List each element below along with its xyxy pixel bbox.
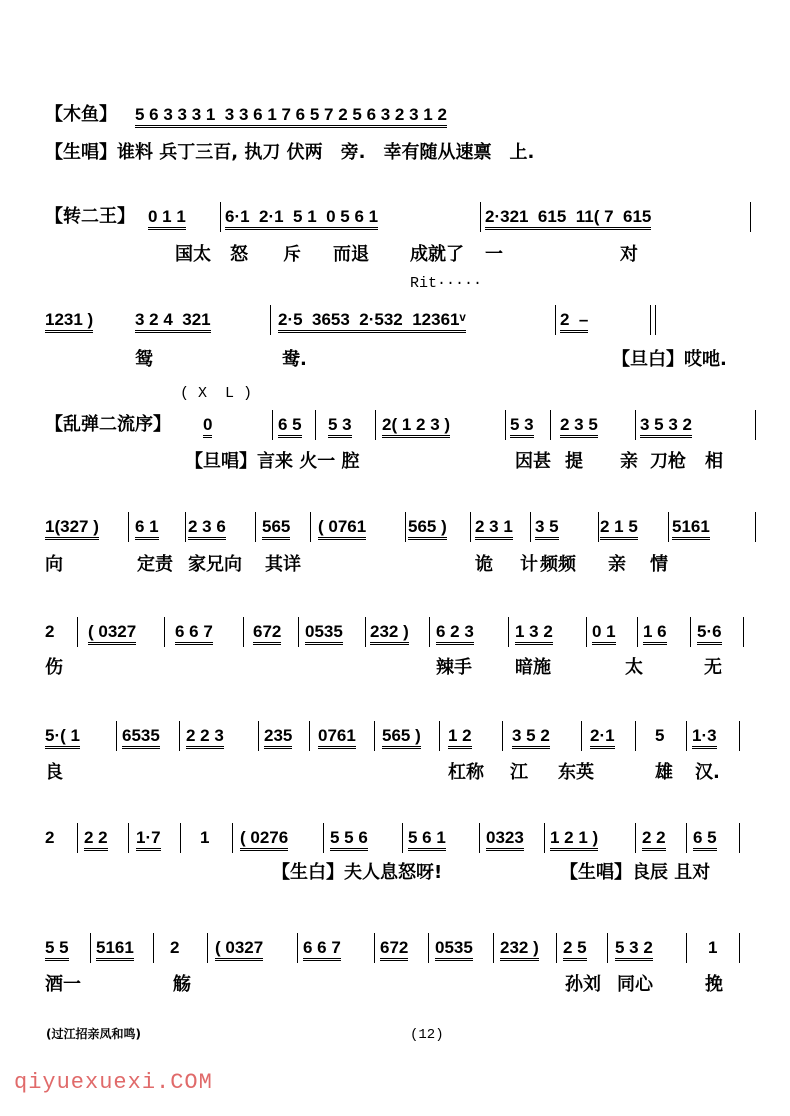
lyric-text: 家兄向 [188,554,242,575]
bar-line [637,617,638,647]
note-group: 1 6 [643,623,667,645]
bar-line [402,823,403,853]
note-group: 5·6 [697,623,722,645]
bar-line [439,721,440,751]
note-group: 1 2 [448,727,472,749]
note-group: 6 5 [693,829,717,851]
lyric-text: 雄 [655,762,673,783]
lyric-text: 国太 [175,244,211,265]
note-group: ( 0761 [318,518,366,540]
bar-line [555,305,556,335]
note-group: 235 [264,727,292,749]
bar-line [635,823,636,853]
note-group: 5161 [672,518,710,540]
note-group: 3 5 [535,518,559,540]
lyric-text: 怒 [230,244,248,265]
note-group: 2 [170,938,180,957]
bar-line [180,823,181,853]
section-label: 【乱弹二流序】 [45,414,171,435]
note-group: 0535 [305,623,343,645]
lyric-text: 江 [510,762,528,783]
bar-line [750,202,751,232]
lyric-text: 挽 [705,974,723,995]
note-group: 2 3 1 [475,518,513,540]
bar-line [164,617,165,647]
note-group: ( 0327 [215,939,263,961]
bar-line [743,617,744,647]
bar-line [635,721,636,751]
bar-line [470,512,471,542]
note-group: 0 1 1 [148,208,186,230]
bar-line [90,933,91,963]
lyric-text: 向 [45,554,63,575]
lyric-text: 计 [520,554,538,575]
song-title-footer: (过江招亲凤和鸣) [46,1027,141,1041]
bar-line [739,823,740,853]
note-group: 2·321 615 11( 7 615 [485,208,651,230]
note-group: 2 3 6 [188,518,226,540]
bar-line [635,410,636,440]
lyric-text: 暗施 [515,657,551,678]
note-group: 0 1 [592,623,616,645]
note-group: 2 2 3 [186,727,224,749]
note-group: 2 2 [642,829,666,851]
note-group: 2·5 3653 2·532 12361ᵛ [278,311,466,333]
bar-line [309,721,310,751]
note-group: 6·1 2·1 5 1 0 5 6 1 [225,208,378,230]
bar-line [686,721,687,751]
bar-line [128,823,129,853]
bar-line [374,721,375,751]
bar-line [755,410,756,440]
bar-line [323,823,324,853]
bar-line [479,823,480,853]
note-group: 5 5 [45,939,69,961]
lyric-text: 汉. [695,762,720,783]
bar-line [116,721,117,751]
note-group: 1231 ) [45,311,93,333]
bar-line [505,410,506,440]
lyric-text: 其详 [265,554,301,575]
lyric-text: 【生唱】谁料 兵丁三百, 执刀 伏两 旁. 幸有随从速禀 上. [45,142,535,163]
bar-line [581,721,582,751]
bar-line [686,823,687,853]
note-group: 232 ) [370,623,409,645]
bar-line [405,512,406,542]
bar-line [297,933,298,963]
lyric-text: 无 [704,657,722,678]
bar-line [530,512,531,542]
lyric-text: 频频 [540,554,576,575]
note-group: 6 6 7 [175,623,213,645]
bar-line [232,823,233,853]
tempo-mark: Rit····· [410,275,483,292]
bar-line [755,512,756,542]
lyric-text: 成就了 [410,244,464,265]
lyric-text: 相 [705,451,723,472]
bar-line [258,721,259,751]
note-group: 6 2 3 [436,623,474,645]
note-group: 0761 [318,727,356,749]
bar-line [686,933,687,963]
note-group: 2 3 5 [560,416,598,438]
note-group: ( 0276 [240,829,288,851]
note-group: 5 6 1 [408,829,446,851]
note-group: 1·3 [692,727,717,749]
lyric-text: 孙刘 [565,974,601,995]
lyric-text: 提 [565,451,583,472]
lyric-text: 杠称 [448,762,484,783]
note-group: 672 [253,623,281,645]
lyric-text: 鸳 [135,349,153,370]
lyric-text: 【旦白】哎吔. [612,349,727,370]
note-group: 2 1 5 [600,518,638,540]
bar-line [298,617,299,647]
note-group: 5 3 2 [615,939,653,961]
bar-line [272,410,273,440]
note-group: 5·( 1 [45,727,80,749]
bar-line [598,512,599,542]
note-group: 1 [708,938,718,957]
note-group: ( 0327 [88,623,136,645]
note-group: 3 2 4 321 [135,311,211,333]
lyric-text: 亲 [620,451,638,472]
lyric-text: 酒一 [45,974,81,995]
note-group: 1 3 2 [515,623,553,645]
lyric-text: 良 [45,762,63,783]
note-group: 1(327 ) [45,518,99,540]
note-group: 565 [262,518,290,540]
bar-line [153,933,154,963]
watermark: qiyuexuexi.COM [14,1070,213,1095]
bar-line [128,512,129,542]
bar-line [429,617,430,647]
bar-line [310,512,311,542]
page-number: (12) [410,1027,444,1043]
bar-line [493,933,494,963]
lyric-text: 情 [650,554,668,575]
bar-line [375,410,376,440]
bar-line [315,410,316,440]
bar-line [243,617,244,647]
bar-line [179,721,180,751]
note-group: 5 5 6 [330,829,368,851]
bar-line [207,933,208,963]
bar-line [365,617,366,647]
bar-line [668,512,669,542]
bar-line [270,305,271,335]
bar-line [550,410,551,440]
lyric-text: 定责 [137,554,173,575]
tempo-mark: ( X L ) [180,385,253,402]
note-group: 5 3 [328,416,352,438]
note-group: 0 [203,416,212,438]
note-group: 565 ) [382,727,421,749]
note-group: 6535 [122,727,160,749]
note-group: 2 [45,828,55,847]
lyric-text: 【旦唱】言来 火一 腔 [185,451,360,472]
bar-line [739,933,740,963]
lyric-text: 而退 [333,244,369,265]
note-group: 2 [45,622,55,641]
note-group: 5161 [96,939,134,961]
double-bar-line [650,305,656,335]
bar-line [502,721,503,751]
note-group: 2 – [560,311,588,333]
section-label: 【木鱼】 [45,104,117,125]
lyric-text: 【生白】夫人息怒呀! [272,862,443,883]
bar-line [739,721,740,751]
lyric-text: 同心 [617,974,653,995]
note-group: 1·7 [136,829,161,851]
lyric-text: 鸯. [282,349,307,370]
note-group: 2·1 [590,727,615,749]
note-group: 2 2 [84,829,108,851]
note-group: 5 3 [510,416,534,438]
note-group: 3 5 3 2 [640,416,692,438]
note-group: 6 1 [135,518,159,540]
note-group: 0323 [486,829,524,851]
lyric-text: 诡 [475,554,493,575]
bar-line [255,512,256,542]
bar-line [428,933,429,963]
lyric-text: 对 [620,244,638,265]
bar-line [544,823,545,853]
bar-line [690,617,691,647]
lyric-text: 伤 [45,657,63,678]
section-label: 【转二王】 [45,206,135,227]
bar-line [77,617,78,647]
lyric-text: 辣手 [436,657,472,678]
bar-line [480,202,481,232]
note-group: 6 6 7 [303,939,341,961]
lyric-text: 一 [485,244,503,265]
note-group: 2( 1 2 3 ) [382,416,450,438]
note-group: 2 5 [563,939,587,961]
lyric-text: 东英 [558,762,594,783]
bar-line [586,617,587,647]
note-group: 1 2 1 ) [550,829,598,851]
lyric-text: 【生唱】良辰 且对 [560,862,711,883]
note-group: 1 [200,828,210,847]
bar-line [185,512,186,542]
lyric-text: 斥 [283,244,301,265]
bar-line [508,617,509,647]
lyric-text: 太 [625,657,643,678]
bar-line [374,933,375,963]
bar-line [77,823,78,853]
note-group: 565 ) [408,518,447,540]
lyric-text: 因甚 [515,451,551,472]
bar-line [556,933,557,963]
note-group: 5 6 3 3 3 1 3 3 6 1 7 6 5 7 2 5 6 3 2 3 1 2 [135,106,447,128]
lyric-text: 亲 [608,554,626,575]
bar-line [607,933,608,963]
note-group: 3 5 2 [512,727,550,749]
bar-line [220,202,221,232]
note-group: 0535 [435,939,473,961]
lyric-text: 觞 [173,974,191,995]
note-group: 672 [380,939,408,961]
note-group: 232 ) [500,939,539,961]
lyric-text: 刀枪 [650,451,686,472]
note-group: 5 [655,726,665,745]
note-group: 6 5 [278,416,302,438]
